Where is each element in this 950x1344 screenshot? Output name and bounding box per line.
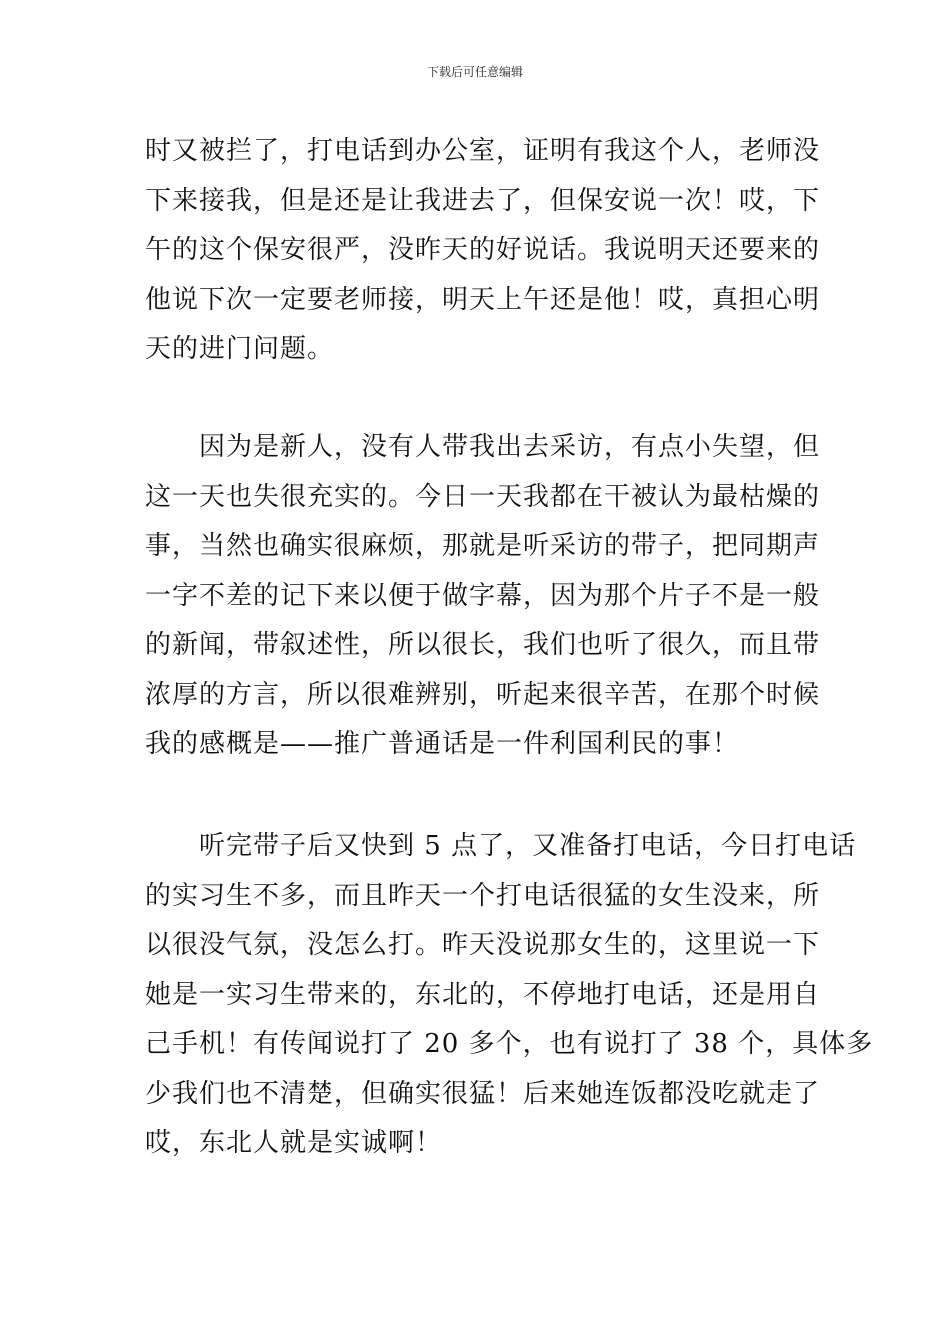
text-line: 午的这个保安很严，没昨天的好说话。我说明天还要来的 xyxy=(145,235,821,265)
text-line: 因为是新人，没有人带我出去采访，有点小失望，但 xyxy=(145,432,821,462)
text-line: 哎，东北人就是实诚啊！ xyxy=(145,1128,443,1158)
text-line: 这一天也失很充实的。今日一天我都在干被认为最枯燥的 xyxy=(145,481,821,512)
text-line: 少我们也不清楚，但确实很猛！后来她连饭都没吃就走了 xyxy=(145,1078,821,1109)
text-line: 时又被拦了，打电话到办公室，证明有我这个人，老师没 xyxy=(145,136,821,166)
text-line: 我的感概是——推广普通话是一件利国利民的事！ xyxy=(145,729,740,759)
text-line: 以很没气氛，没怎么打。昨天没说那女生的，这里说一下 xyxy=(145,930,821,960)
text-line: 一字不差的记下来以便于做字幕，因为那个片子不是一般 xyxy=(145,580,821,611)
text-line: 她是一实习生带来的，东北的，不停地打电话，还是用自 xyxy=(145,979,821,1010)
text-line: 天的进门问题。 xyxy=(145,334,335,364)
text-line: 他说下次一定要老师接，明天上午还是他！哎，真担心明 xyxy=(145,284,821,315)
text-line: 下来接我，但是还是让我进去了，但保安说一次！哎，下 xyxy=(145,185,821,216)
text-line: 的实习生不多，而且昨天一个打电话很猛的女生没来，所 xyxy=(145,880,821,911)
text-line: 听完带子后又快到 5 点了，又准备打电话，今日打电话 xyxy=(145,831,857,861)
header-note: 下载后可任意编辑 xyxy=(426,65,523,79)
paragraph-1 xyxy=(145,127,821,375)
paragraph-3 xyxy=(145,822,874,1169)
text-line: 浓厚的方言，所以很难辨别，听起来很辛苦，在那个时候 xyxy=(145,679,821,710)
text-line: 的新闻，带叙述性，所以很长，我们也听了很久，而且带 xyxy=(145,630,821,660)
text-line: 事，当然也确实很麻烦，那就是听采访的带子，把同期声 xyxy=(145,531,821,561)
paragraph-2 xyxy=(145,423,821,770)
text-line: 己手机！有传闻说打了 20 多个，也有说打了 38 个，具体多 xyxy=(145,1029,874,1059)
